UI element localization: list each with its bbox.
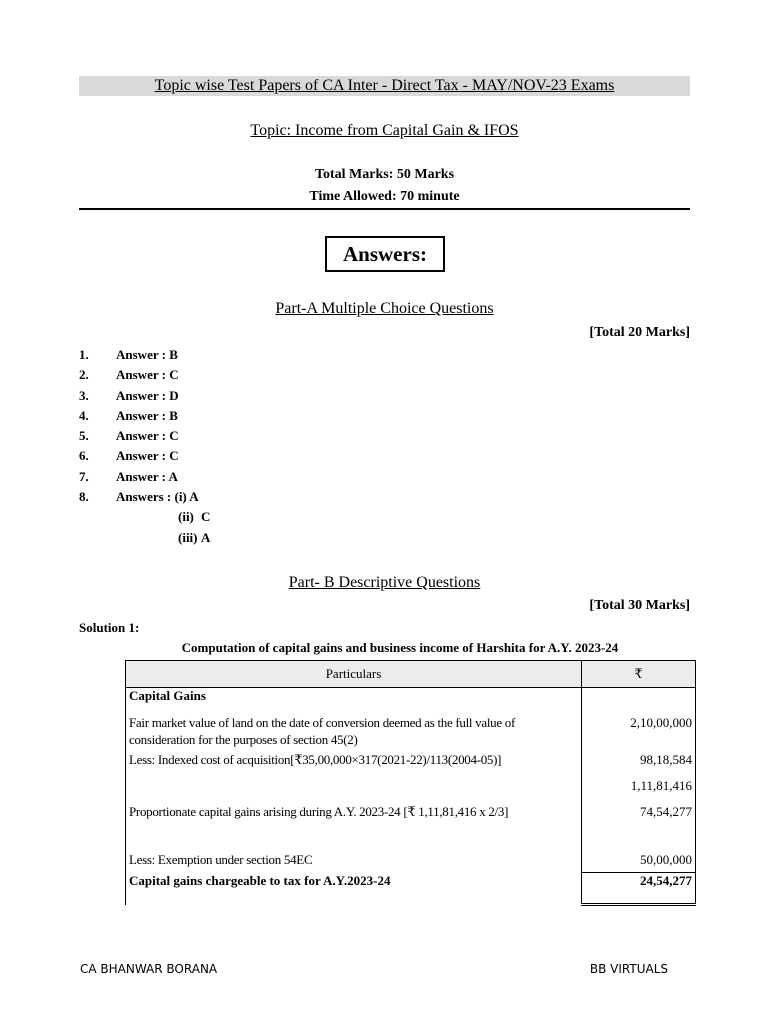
- row-label: Capital gains chargeable to tax for A.Y.2023-24: [126, 873, 582, 905]
- answer-number: 8.: [79, 489, 89, 505]
- column-header-particulars: Particulars: [126, 661, 582, 688]
- table-row: [126, 778, 696, 804]
- footer-author: CA BHANWAR BORANA: [80, 962, 218, 976]
- part-b-title: Part- B Descriptive Questions: [288, 574, 481, 591]
- answer-number: 3.: [79, 387, 89, 403]
- sub-answer-value: C: [201, 509, 211, 525]
- answer-text: Answer : C: [116, 448, 179, 464]
- table-header-row: [126, 661, 696, 688]
- capital-gains-table: [125, 660, 696, 906]
- list-item: [79, 467, 479, 487]
- answer-text: Answer : D: [116, 387, 179, 403]
- table-row: [126, 714, 696, 752]
- row-amount: [581, 688, 695, 715]
- sub-answer-key: (ii): [178, 509, 194, 525]
- row-label: Fair market value of land on the date of conversion deemed as the full value of consideration for the purposes of section 45(2): [126, 714, 582, 752]
- list-item: [79, 345, 479, 365]
- row-label: Less: Exemption under section 54EC: [126, 852, 582, 873]
- part-a-total: [Total 20 Marks]: [589, 325, 690, 340]
- solution-label: Solution 1:: [79, 620, 140, 635]
- row-amount: 74,54,277: [581, 804, 695, 852]
- mcq-answer-list: [79, 345, 479, 548]
- answer-number: 7.: [79, 468, 89, 484]
- part-b-total: [Total 30 Marks]: [589, 598, 690, 613]
- list-item: [79, 365, 479, 385]
- answer-text: Answer : C: [116, 367, 179, 383]
- header-divider: [79, 208, 690, 210]
- answer-text: Answer : B: [116, 407, 178, 423]
- answer-text: Answer : B: [116, 347, 178, 362]
- row-amount: 2,10,00,000: [581, 714, 695, 752]
- answer-number: 6.: [79, 448, 89, 464]
- answers-heading-box: [325, 236, 445, 272]
- table-row: [126, 752, 696, 778]
- row-amount: 50,00,000: [581, 852, 695, 873]
- sub-answer-key: (iii): [178, 529, 198, 545]
- table-row: [126, 804, 696, 852]
- answer-number: 4.: [79, 407, 89, 423]
- row-amount: 1,11,81,416: [581, 778, 695, 804]
- total-marks: Total Marks: 50 Marks: [314, 167, 455, 182]
- answer-number: 1.: [79, 347, 89, 362]
- table-row: [126, 688, 696, 715]
- row-amount: 98,18,584: [581, 752, 695, 778]
- list-item: [79, 426, 479, 446]
- list-item: [79, 386, 479, 406]
- table-row: [126, 873, 696, 905]
- time-allowed: Time Allowed: 70 minute: [309, 189, 460, 204]
- table-caption: Computation of capital gains and business income of Harshita for A.Y. 2023-24: [181, 640, 619, 655]
- sub-answer-item: [79, 507, 479, 527]
- answer-number: 5.: [79, 428, 89, 444]
- footer-brand: BB VIRTUALS: [589, 962, 668, 976]
- sub-answer-value: A: [201, 529, 211, 545]
- table-row: [126, 852, 696, 873]
- row-label: [126, 778, 582, 804]
- part-a-title: Part-A Multiple Choice Questions: [275, 300, 494, 317]
- list-item: [79, 487, 479, 507]
- sub-answer-item: [79, 528, 479, 548]
- list-item: [79, 446, 479, 466]
- answer-text: Answer : C: [116, 428, 179, 444]
- list-item: [79, 406, 479, 426]
- paper-banner: Topic wise Test Papers of CA Inter - Direct Tax - MAY/NOV-23 Exams: [79, 76, 690, 96]
- row-label: Capital Gains: [126, 688, 582, 715]
- row-label: Proportionate capital gains arising during A.Y. 2023-24 [₹ 1,11,81,416 x 2/3]: [126, 804, 582, 852]
- topic-title: Topic: Income from Capital Gain & IFOS: [250, 122, 519, 139]
- column-header-amount: ₹: [581, 661, 695, 688]
- row-amount: 24,54,277: [581, 873, 695, 905]
- answers-heading: Answers:: [343, 242, 427, 266]
- row-label: Less: Indexed cost of acquisition[₹35,00,000×317(2021-22)/113(2004-05)]: [126, 752, 582, 778]
- answer-number: 2.: [79, 367, 89, 383]
- answer-text: Answer : A: [116, 468, 178, 484]
- answer-text: Answers : (i) A: [116, 489, 199, 505]
